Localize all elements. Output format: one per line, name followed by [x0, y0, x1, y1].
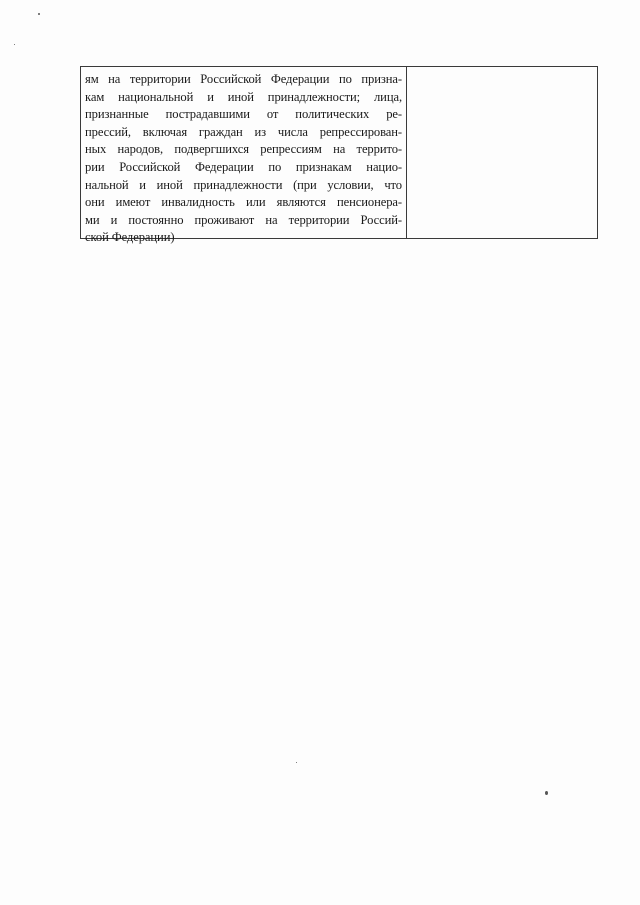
continuation-table — [80, 66, 598, 245]
scan-speck — [296, 762, 297, 763]
scan-speck — [38, 13, 40, 15]
text-line: они имеют инвалидность или являются пенсионера- — [85, 195, 402, 210]
text-line: ми и постоянно проживают на территории Россий- — [85, 212, 402, 227]
text-line: ской Федерации) — [85, 230, 175, 245]
table-cell-empty — [407, 67, 597, 238]
scan-speck — [545, 791, 548, 795]
text-line: нальной и иной принадлежности (при условии, что — [85, 177, 402, 192]
text-line: ям на территории Российской Федерации по призна- — [85, 72, 402, 86]
scan-speck — [14, 44, 15, 45]
text-line: прессий, включая граждан из числа репрессирован- — [85, 124, 402, 139]
text-line: рии Российской Федерации по признакам нацио- — [85, 159, 402, 174]
text-line: признанные пострадавшими от политических ре- — [85, 107, 402, 122]
text-line: ных народов, подвергшихся репрессиям на террито- — [85, 142, 402, 157]
table-cell-description — [81, 67, 407, 245]
text-line: кам национальной и иной принадлежности; лица, — [85, 89, 402, 104]
